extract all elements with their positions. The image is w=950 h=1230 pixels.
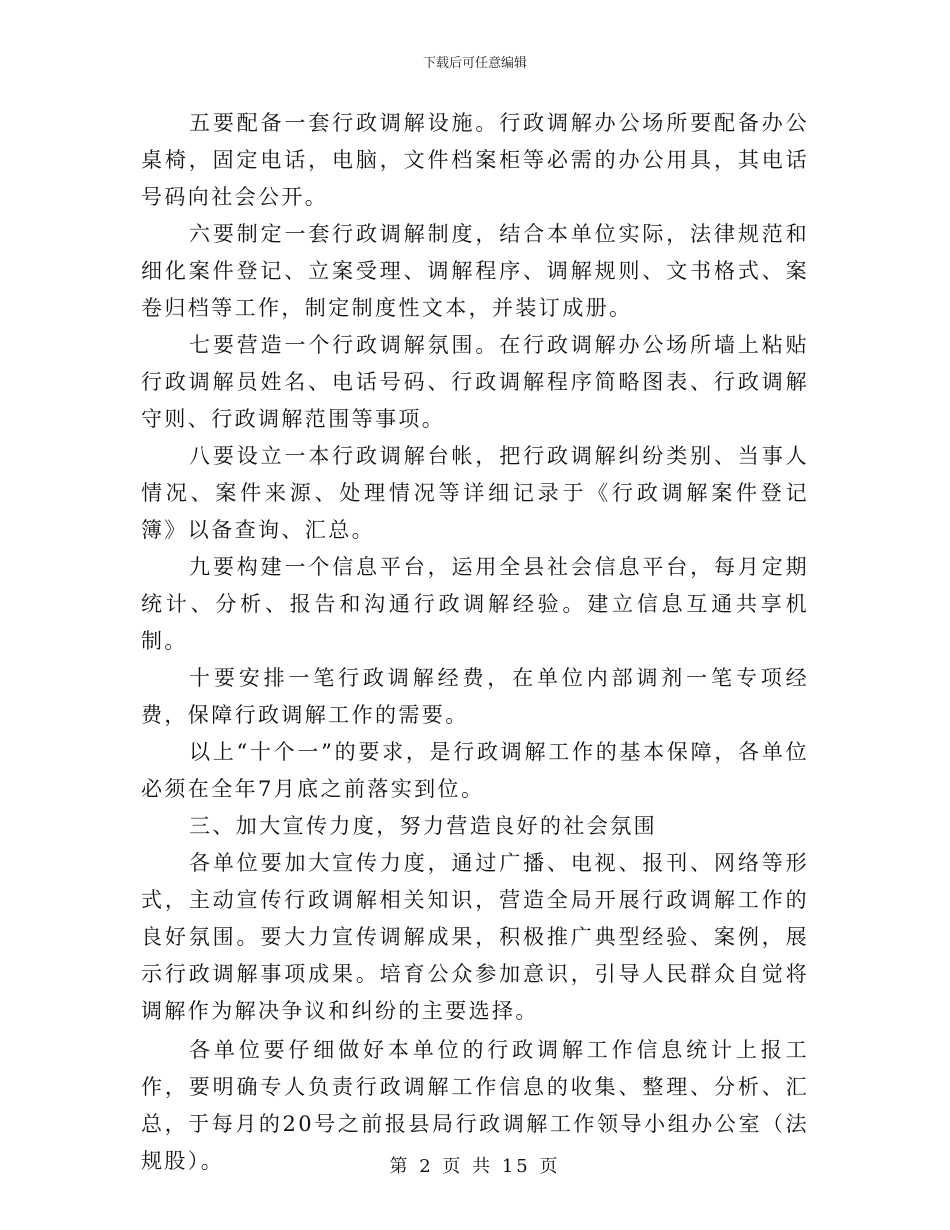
paragraph-publicity: 各单位要加大宣传力度，通过广播、电视、报刊、网络等形式，主动宣传行政调解相关知识，营造全局开展行政调解工作的良好氛围。要大力宣传调解成果，积极推广典型经验、案例，展示行政调解事项成果。培育公众参加意识，引导人民群众自觉将调解作为解决争议和纠纷的主要选择。 <box>141 851 809 1023</box>
paragraph-5-facilities: 五要配备一套行政调解设施。行政调解办公场所要配备办公桌椅，固定电话，电脑，文件档案柜等必需的办公用具，其电话号码向社会公开。 <box>141 111 809 209</box>
paragraph-8-ledger: 八要设立一本行政调解台帐，把行政调解纠纷类别、当事人情况、案件来源、处理情况等详细记录于《行政调解案件登记簿》以备查询、汇总。 <box>141 444 809 542</box>
section-heading-3: 三、加大宣传力度，努力营造良好的社会氛围 <box>189 814 657 838</box>
paragraph-7-atmosphere: 七要营造一个行政调解氛围。在行政调解办公场所墙上粘贴行政调解员姓名、电话号码、行政调解程序简略图表、行政调解守则、行政调解范围等事项。 <box>141 333 809 431</box>
paragraph-9-platform: 九要构建一个信息平台，运用全县社会信息平台，每月定期统计、分析、报告和沟通行政调解经验。建立信息互通共享机制。 <box>141 555 809 653</box>
page-header: 下载后可任意编辑 <box>422 56 527 71</box>
page-number: 第 2 页 共 15 页 <box>389 1156 561 1177</box>
paragraph-6-system: 六要制定一套行政调解制度，结合本单位实际，法律规范和细化案件登记、立案受理、调解程序、调解规则、文书格式、案卷归档等工作，制定制度性文本，并装订成册。 <box>141 222 809 320</box>
paragraph-summary: 以上“十个一”的要求，是行政调解工作的基本保障，各单位必须在全年7月底之前落实到位。 <box>141 740 809 801</box>
paragraph-reporting: 各单位要仔细做好本单位的行政调解工作信息统计上报工作，要明确专人负责行政调解工作信息的收集、整理、分析、汇总，于每月的20号之前报县局行政调解工作领导小组办公室（法规股）。 <box>141 1038 809 1173</box>
document-body <box>141 105 809 1180</box>
paragraph-10-funding: 十要安排一笔行政调解经费，在单位内部调剂一笔专项经费，保障行政调解工作的需要。 <box>141 666 809 727</box>
